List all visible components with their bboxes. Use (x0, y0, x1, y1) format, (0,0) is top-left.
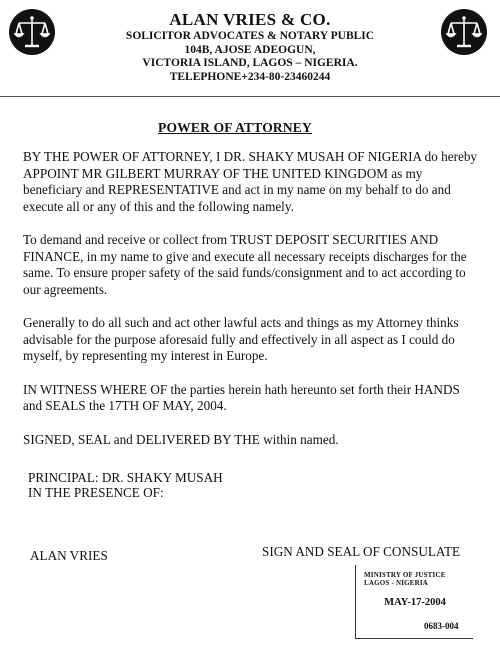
scales-of-justice-icon (8, 8, 56, 56)
paragraph: IN WITNESS WHERE OF the parties herein hath hereunto set forth their HANDS and SEALS the 17TH OF MAY, 2004. (23, 381, 460, 413)
address-line-2: VICTORIA ISLAND, LAGOS – NIGERIA. (142, 57, 358, 69)
principal-block (28, 470, 223, 500)
address-line-1: 104B, AJOSE ADEOGUN, (184, 43, 316, 56)
paragraph: SIGNED, SEAL and DELIVERED BY THE within named. (23, 431, 339, 447)
document-title: POWER OF ATTORNEY (158, 120, 312, 135)
stamp-location: LAGOS - NIGERIA (364, 579, 429, 587)
paragraph: To demand and receive or collect from TRUST DEPOSIT SECURITIES AND FINANCE, in my name to give and execute all necessary receipts discharges for the same. To ensure proper safety of the said funds/consignment and to act according to our agreements. (23, 232, 467, 297)
firm-subtitle: SOLICITOR ADVOCATES & NOTARY PUBLIC (125, 30, 375, 42)
stamp-date: MAY-17-2004 (384, 597, 446, 608)
stamp-number: 0683-004 (424, 621, 459, 631)
stamp-ministry: MINISTRY OF JUSTICE (364, 571, 446, 579)
document-body (23, 149, 478, 448)
letterhead (60, 10, 440, 84)
header-divider (0, 96, 500, 97)
signatory-left: ALAN VRIES (30, 548, 108, 563)
paragraph: Generally to do all such and act other lawful acts and things as my Attorney thinks advisable for the purpose aforesaid fully and effectively in all aspect as I could do myself, by representing my interest in Europe. (23, 315, 459, 363)
scales-of-justice-icon (440, 8, 488, 56)
principal-line: PRINCIPAL: DR. SHAKY MUSAH (28, 470, 223, 485)
signatory-right: SIGN AND SEAL OF CONSULATE (262, 544, 461, 559)
telephone: TELEPHONE+234-80-23460244 (169, 70, 331, 83)
paragraph: BY THE POWER OF ATTORNEY, I DR. SHAKY MUSAH OF NIGERIA do hereby APPOINT MR GILBERT MURRAY OF THE UNITED KINGDOM as my beneficiary and REPRESENTATIVE and act in my name on my behalf to do and execute all or any of this and the following namely. (23, 149, 478, 214)
firm-name: ALAN VRIES & CO. (169, 10, 331, 29)
ministry-stamp (355, 565, 473, 639)
presence-line: IN THE PRESENCE OF: (28, 485, 164, 500)
